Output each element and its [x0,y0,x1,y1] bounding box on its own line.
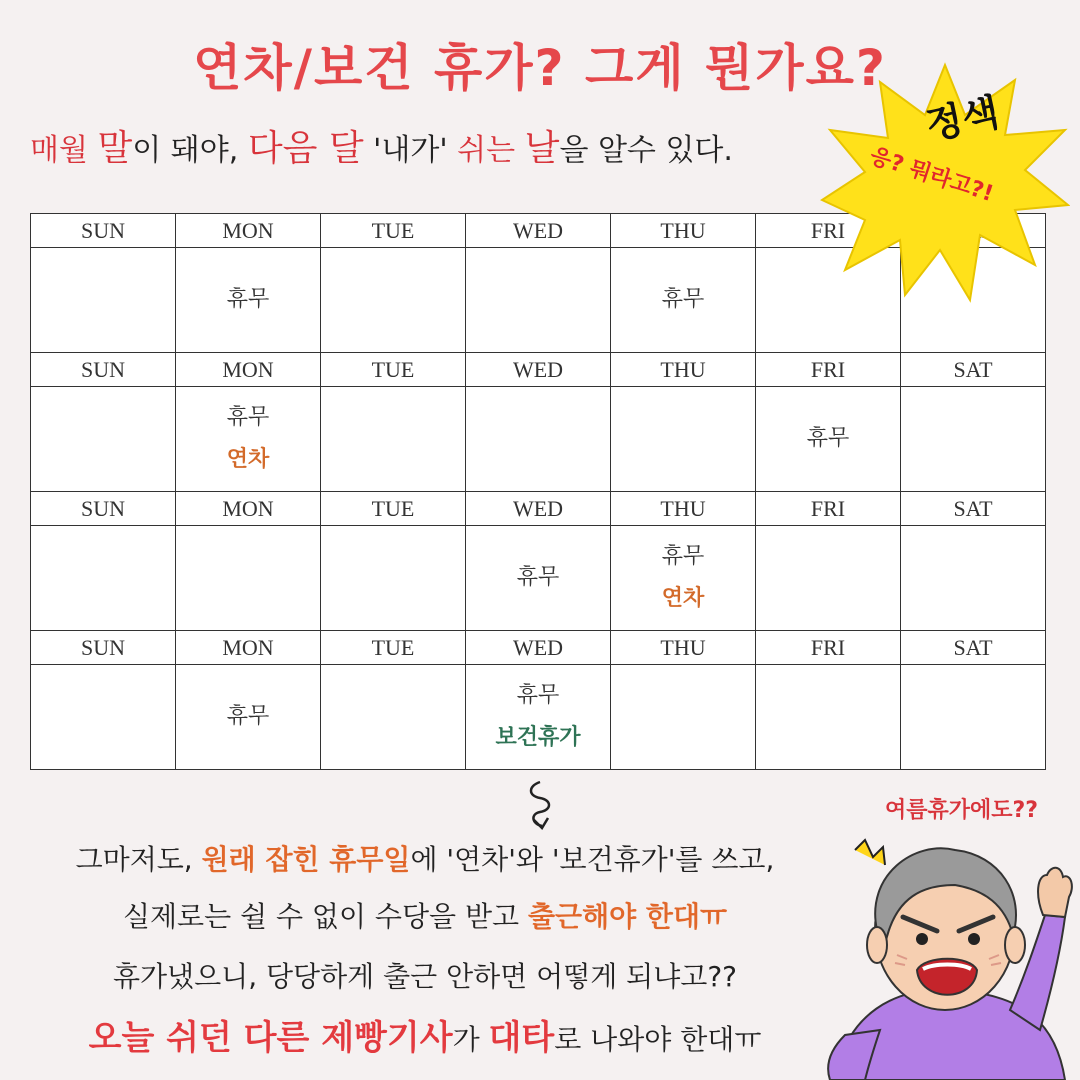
day-header: SUN [31,353,176,387]
leave-label: 연차 [661,586,705,611]
day-cell [756,665,901,770]
day-header: WED [466,631,611,665]
bottom-text: 그마저도, [75,843,202,876]
day-cell [321,665,466,770]
subtitle-part: 말 [97,128,133,169]
bottom-text: 실제로는 쉴 수 없이 수당을 받고 [122,900,528,933]
bottom-line-3 [0,955,850,995]
bottom-highlight: 원래 잡힌 휴무일 [201,843,411,876]
day-off-label: 휴무 [516,683,560,708]
bottom-line-2 [0,895,850,935]
calendar-header-row [31,353,1046,387]
day-cell [611,387,756,492]
day-cell [176,665,321,770]
calendar-week-row [31,665,1046,770]
day-header: SUN [31,492,176,526]
day-header: TUE [321,492,466,526]
day-header: TUE [321,631,466,665]
day-header: SAT [901,492,1046,526]
day-off-label: 휴무 [661,287,705,312]
day-header: TUE [321,214,466,248]
subtitle-part: 을 알수 있다. [559,133,733,168]
day-header: MON [176,631,321,665]
subtitle-part: 매월 [30,133,98,168]
day-header: WED [466,492,611,526]
day-cell [466,387,611,492]
day-header: THU [611,214,756,248]
day-header: MON [176,214,321,248]
day-cell [611,248,756,353]
angry-man-icon [825,835,1075,1080]
day-off-label: 휴무 [661,544,705,569]
burst-sub-text: 응? 뭐라고?! [866,143,997,208]
subtitle-part: '내가' [363,133,458,168]
day-header: FRI [756,631,901,665]
day-cell [31,526,176,631]
calendar-week-row [31,526,1046,631]
day-cell [756,526,901,631]
bottom-line-4 [0,1010,850,1059]
day-off-label: 휴무 [226,405,270,430]
day-cell [901,665,1046,770]
day-cell [611,526,756,631]
bottom-text: 에 '연차'와 '보건휴가'를 쓰고, [410,843,775,876]
day-header: SUN [31,214,176,248]
day-header: MON [176,492,321,526]
subtitle [30,120,733,171]
subtitle-part: 이 돼야, [132,133,248,168]
leave-label: 보건휴가 [495,725,581,750]
day-off-label: 휴무 [806,426,850,451]
calendar-header-row [31,492,1046,526]
day-off-label: 휴무 [226,704,270,729]
day-off-label: 휴무 [516,565,560,590]
leave-label: 연차 [226,447,270,472]
day-cell [321,248,466,353]
day-cell [901,387,1046,492]
speech-text: 여름휴가에도?? [885,798,1039,823]
day-cell [466,665,611,770]
subtitle-part: 날 [524,128,560,169]
bottom-text: 가 [452,1023,489,1056]
day-cell [756,387,901,492]
day-cell [31,248,176,353]
bottom-highlight: 대타 [488,1018,555,1058]
day-header: SAT [901,353,1046,387]
bottom-highlight: 출근해야 한대ㅠ [527,900,728,933]
day-cell [611,665,756,770]
day-header: FRI [756,214,901,248]
day-cell [31,665,176,770]
day-cell [176,526,321,631]
calendar-header-row [31,631,1046,665]
day-header: MON [176,353,321,387]
day-header: THU [611,631,756,665]
day-header: SUN [31,631,176,665]
day-cell [31,387,176,492]
day-header: TUE [321,353,466,387]
bottom-line-1 [0,838,850,878]
day-cell [466,526,611,631]
day-header: WED [466,214,611,248]
bottom-text: 로 나와야 한대ㅠ [554,1023,762,1056]
day-header: FRI [756,492,901,526]
day-header: THU [611,492,756,526]
day-cell [176,248,321,353]
bottom-highlight: 다른 제빵기사 [243,1018,453,1058]
subtitle-part: 쉬는 [457,133,525,168]
day-header: FRI [756,353,901,387]
day-cell [321,387,466,492]
calendar-week-row [31,387,1046,492]
bottom-highlight: 오늘 쉬던 [88,1018,244,1058]
day-cell [901,526,1046,631]
page-title: 연차/보건 휴가? 그게 뭔가요? [193,39,887,97]
burst-main-text: 정색 [921,89,1003,149]
day-header: THU [611,353,756,387]
day-cell [466,248,611,353]
day-header: WED [466,353,611,387]
day-off-label: 휴무 [226,287,270,312]
subtitle-part: 다음 달 [247,128,364,169]
bottom-text: 휴가냈으니, 당당하게 출근 안하면 어떻게 되냐고?? [112,960,738,993]
day-header: SAT [901,631,1046,665]
day-cell [176,387,321,492]
day-cell [321,526,466,631]
squiggle-icon [520,778,560,833]
